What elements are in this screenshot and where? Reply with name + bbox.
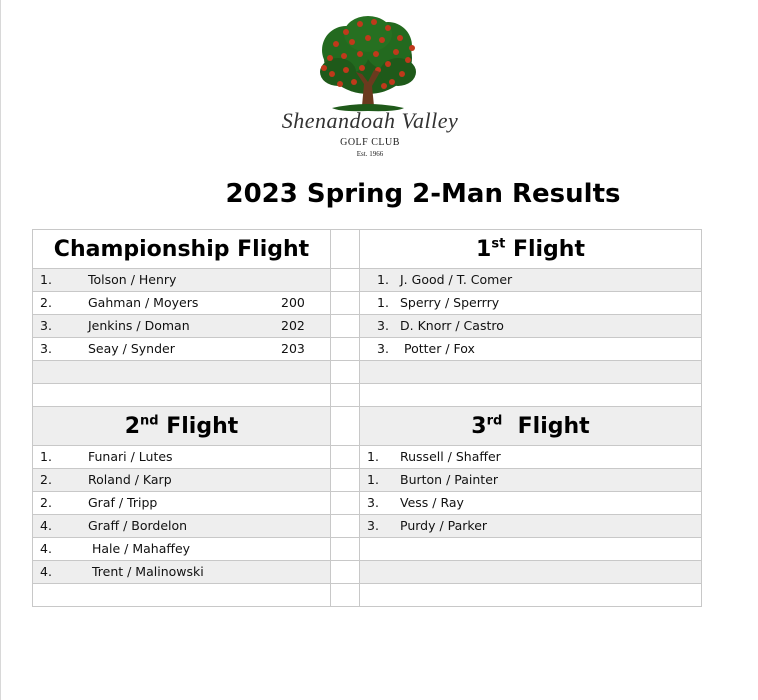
- championship-cell: [33, 292, 331, 315]
- second-flight-title: [33, 414, 330, 439]
- team: Graf / Tripp: [88, 495, 158, 510]
- team: Jenkins / Doman: [88, 318, 190, 333]
- first-flight-cell: [360, 269, 702, 292]
- place: 4.: [40, 518, 52, 533]
- flight-number: 2: [124, 413, 141, 439]
- table-row: [33, 407, 702, 446]
- place: 1.: [367, 449, 379, 464]
- team: Graff / Bordelon: [88, 518, 188, 533]
- empty-cell: [360, 561, 702, 584]
- page-left-edge: [0, 0, 1, 700]
- place: 3.: [40, 341, 52, 356]
- flight-word: Flight: [158, 413, 239, 439]
- table-row: [33, 384, 702, 407]
- column-gap: [331, 492, 360, 515]
- column-gap: [331, 469, 360, 492]
- second-flight-cell: [33, 561, 331, 584]
- column-gap: [331, 446, 360, 469]
- team: Hale / Mahaffey: [88, 541, 191, 556]
- first-flight-header: [360, 230, 702, 269]
- team: Funari / Lutes: [88, 449, 173, 464]
- flight-word: Flight: [505, 236, 585, 262]
- second-flight-cell: [33, 492, 331, 515]
- column-gap: [331, 584, 360, 607]
- table-row: [33, 492, 702, 515]
- place: 1.: [377, 272, 389, 287]
- empty-cell: [33, 584, 331, 607]
- team: Russell / Shaffer: [400, 449, 501, 464]
- empty-cell: [360, 584, 702, 607]
- column-gap: [331, 515, 360, 538]
- table-row: [33, 446, 702, 469]
- championship-cell: [33, 338, 331, 361]
- club-name: Shenandoah Valley: [281, 108, 459, 133]
- table-row: [33, 584, 702, 607]
- column-gap: [331, 384, 360, 407]
- team: Purdy / Parker: [400, 518, 488, 533]
- flight-number: 1: [476, 236, 492, 262]
- team: Vess / Ray: [400, 495, 464, 510]
- championship-cell: [33, 269, 331, 292]
- page-title: 2023 Spring 2-Man Results: [225, 179, 621, 209]
- second-flight-cell: [33, 515, 331, 538]
- first-flight-title: [360, 237, 701, 262]
- empty-cell: [360, 361, 702, 384]
- place: 1.: [377, 295, 389, 310]
- place: 1.: [367, 472, 379, 487]
- column-gap: [331, 338, 360, 361]
- place: 2.: [40, 472, 52, 487]
- column-gap: [331, 315, 360, 338]
- team: Potter / Fox: [400, 341, 475, 356]
- empty-cell: [33, 361, 331, 384]
- team: Seay / Synder: [88, 341, 175, 356]
- team: Gahman / Moyers: [88, 295, 199, 310]
- third-flight-title: [360, 414, 701, 439]
- team: Trent / Malinowski: [88, 564, 204, 579]
- flight-ordinal: rd: [486, 413, 503, 429]
- place: 1.: [40, 272, 52, 287]
- table-row: [33, 292, 702, 315]
- team: Burton / Painter: [400, 472, 499, 487]
- table-row: [33, 469, 702, 492]
- column-gap: [331, 361, 360, 384]
- table-row: [33, 230, 702, 269]
- column-gap: [331, 269, 360, 292]
- place: 1.: [40, 449, 52, 464]
- results-table: [32, 229, 702, 607]
- third-flight-cell: [360, 492, 702, 515]
- place: 3.: [367, 495, 379, 510]
- score: 202: [281, 318, 305, 333]
- place: 2.: [40, 495, 52, 510]
- empty-cell: [360, 538, 702, 561]
- second-flight-cell: [33, 538, 331, 561]
- championship-flight-title: Championship Flight: [53, 236, 310, 262]
- place: 2.: [40, 295, 52, 310]
- table-row: [33, 515, 702, 538]
- column-gap: [331, 292, 360, 315]
- third-flight-cell: [360, 469, 702, 492]
- place: 4.: [40, 541, 52, 556]
- third-flight-header: [360, 407, 702, 446]
- column-gap: [331, 561, 360, 584]
- first-flight-cell: [360, 292, 702, 315]
- club-established: Est. 1966: [356, 150, 384, 158]
- column-gap: [331, 538, 360, 561]
- first-flight-cell: [360, 315, 702, 338]
- second-flight-header: [33, 407, 331, 446]
- column-gap: [331, 407, 360, 446]
- empty-cell: [33, 384, 331, 407]
- table-row: [33, 269, 702, 292]
- score: 203: [281, 341, 305, 356]
- place: 4.: [40, 564, 52, 579]
- table-row: [33, 561, 702, 584]
- team: Sperry / Sperrry: [400, 295, 500, 310]
- second-flight-cell: [33, 469, 331, 492]
- place: 3.: [40, 318, 52, 333]
- team: Roland / Karp: [88, 472, 172, 487]
- score: 200: [281, 295, 305, 310]
- flight-number: 3: [471, 413, 487, 439]
- empty-cell: [360, 384, 702, 407]
- club-subtitle: GOLF CLUB: [340, 137, 400, 148]
- team: J. Good / T. Comer: [400, 272, 513, 287]
- first-flight-cell: [360, 338, 702, 361]
- place: 3.: [367, 518, 379, 533]
- place: 3.: [377, 341, 389, 356]
- second-flight-cell: [33, 446, 331, 469]
- table-row: [33, 538, 702, 561]
- third-flight-cell: [360, 515, 702, 538]
- championship-cell: [33, 315, 331, 338]
- flight-ordinal: nd: [140, 413, 159, 429]
- column-gap: [331, 230, 360, 269]
- flight-word: Flight: [502, 413, 590, 439]
- third-flight-cell: [360, 446, 702, 469]
- team: Tolson / Henry: [88, 272, 177, 287]
- team: D. Knorr / Castro: [400, 318, 504, 333]
- table-row: [33, 315, 702, 338]
- place: 3.: [377, 318, 389, 333]
- table-row: [33, 361, 702, 384]
- flight-ordinal: st: [491, 236, 506, 252]
- table-row: [33, 338, 702, 361]
- championship-flight-header: [33, 230, 331, 269]
